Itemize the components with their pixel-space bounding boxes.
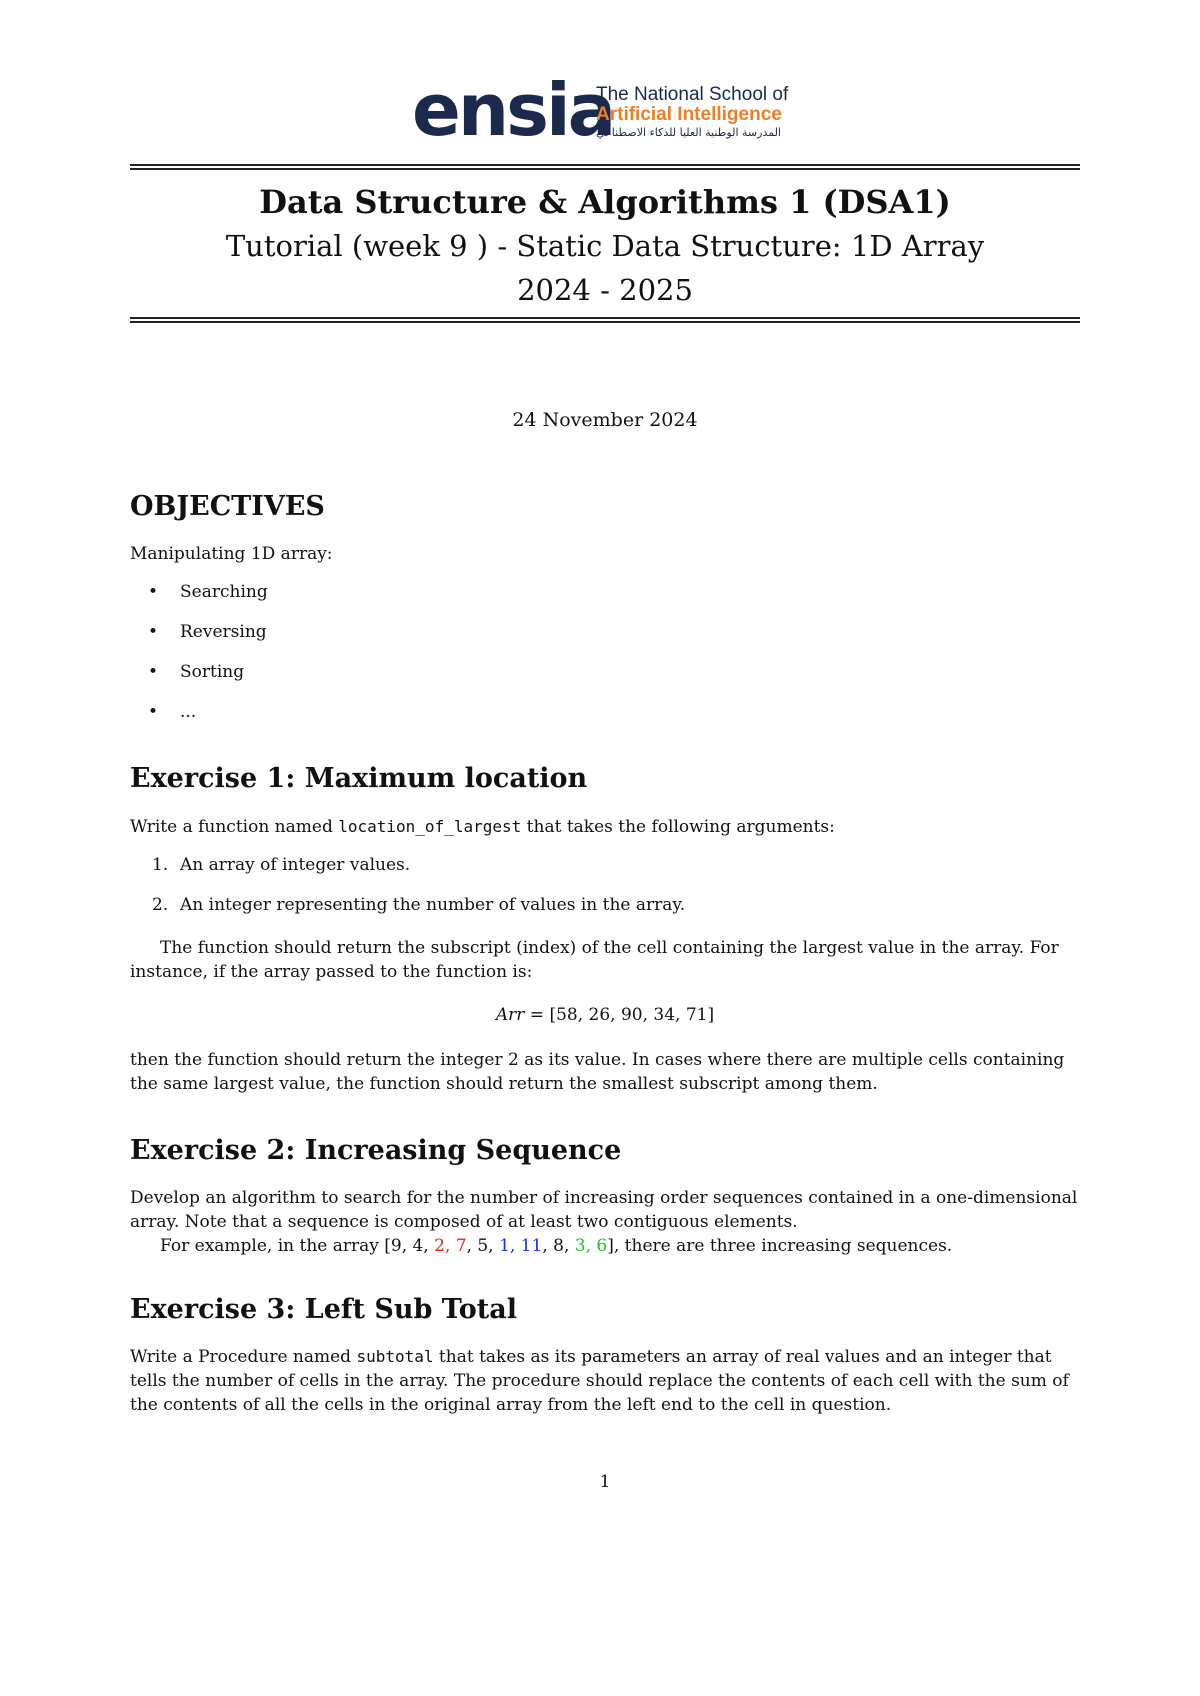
logo-line-2: Artificial Intelligence <box>596 104 782 125</box>
objectives-intro: Manipulating 1D array: <box>130 544 333 564</box>
sequence-red: 2, 7 <box>434 1236 467 1256</box>
bullet-marker: • <box>148 662 159 682</box>
header-rule-bottom-2 <box>130 321 1080 323</box>
exercise-2-paragraph: Develop an algorithm to search for the number of increasing order sequences contained in a one-dimensional array. Note that a sequence is composed of at least two contiguous elements. <box>130 1188 1078 1232</box>
document-date: 24 November 2024 <box>512 409 698 431</box>
bullet-marker: • <box>148 622 159 642</box>
argument-item: 2. An integer representing the number of values in the array. <box>152 895 686 915</box>
bullet-marker: • <box>148 702 159 722</box>
exercise-1-heading: Exercise 1: Maximum location <box>130 763 588 794</box>
argument-item: 1. An array of integer values. <box>152 855 411 875</box>
objective-item: • ... <box>148 702 197 722</box>
objective-item: • Searching <box>148 582 268 602</box>
exercise-3-heading: Exercise 3: Left Sub Total <box>130 1294 517 1325</box>
exercise-2-example: For example, in the array [9, 4, 2, 7, 5, 1, 11, 8, 3, 6], there are three increasing sequences. <box>160 1236 953 1256</box>
document-subtitle: Tutorial (week 9 ) - Static Data Structure: 1D Array <box>225 229 985 263</box>
array-equation: Arr = [58, 26, 90, 34, 71] <box>495 1005 715 1025</box>
logo-wordmark: ensia <box>412 68 614 152</box>
function-name: location_of_largest <box>338 817 522 836</box>
objective-item: • Reversing <box>148 622 267 642</box>
logo-line-3-arabic: المدرسة الوطنية العليا للذكاء الاصطناعي <box>596 126 781 139</box>
sequence-blue: 1, 11 <box>499 1236 543 1256</box>
objectives-heading: OBJECTIVES <box>130 491 325 522</box>
procedure-name: subtotal <box>356 1347 434 1366</box>
header-rule-top-2 <box>130 168 1080 170</box>
academic-year: 2024 - 2025 <box>517 273 693 307</box>
exercise-1-paragraph-2: then the function should return the integer 2 as its value. In cases where there are multiple cells containing the same largest value, the function should return the smallest subscript among them. <box>130 1050 1065 1094</box>
header-rule-bottom-1 <box>130 317 1080 319</box>
document-title: Data Structure & Algorithms 1 (DSA1) <box>259 183 951 221</box>
logo-line-1: The National School of <box>596 84 789 105</box>
ensia-logo <box>412 68 812 152</box>
exercise-2-heading: Exercise 2: Increasing Sequence <box>130 1135 622 1166</box>
exercise-3-paragraph: Write a Procedure named subtotal that takes as its parameters an array of real values and an integer that tells the number of cells in the array. The procedure should replace the contents of each cell with the sum of the contents of all the cells in the original array from the left end to the cell in question. <box>130 1347 1069 1415</box>
bullet-marker: • <box>148 582 159 602</box>
objective-item: • Sorting <box>148 662 245 682</box>
exercise-1-paragraph: The function should return the subscript (index) of the cell containing the largest value in the array. For instance, if the array passed to the function is: <box>130 938 1059 982</box>
page-number: 1 <box>599 1472 611 1492</box>
sequence-green: 3, 6 <box>574 1236 608 1256</box>
header-rule-top-1 <box>130 164 1080 166</box>
exercise-1-intro: Write a function named location_of_largest that takes the following arguments: <box>130 817 835 837</box>
